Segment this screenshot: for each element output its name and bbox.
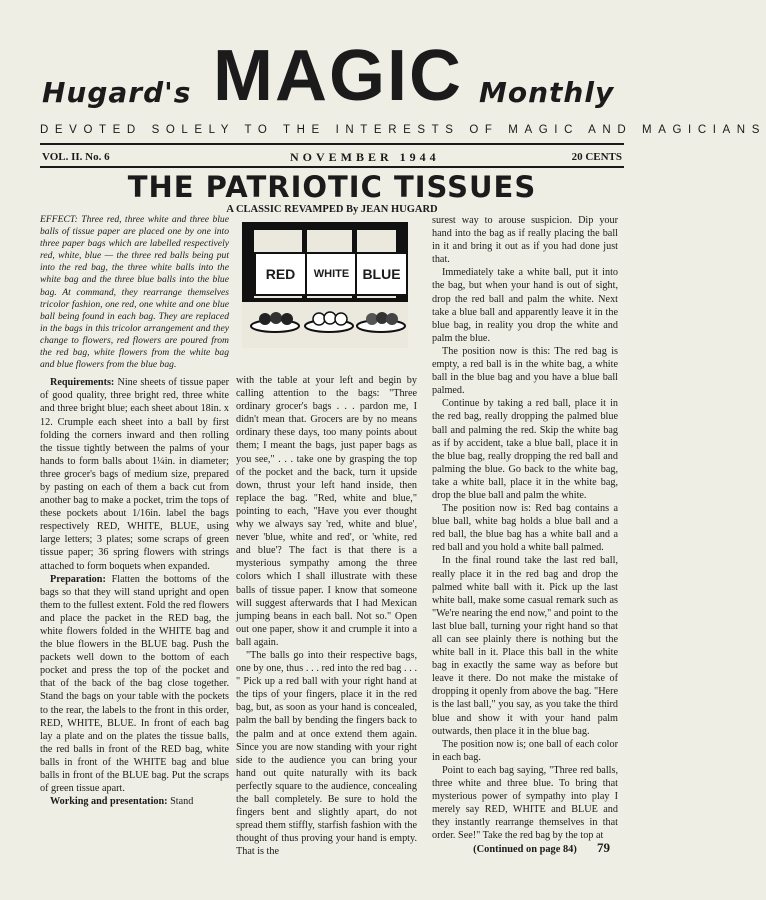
requirements-paragraph — [40, 376, 229, 572]
col2-paragraph-1: with the table at your left and begin by calling attention to the bags: "Three ordinary grocer's bags . . . pardon me, I didn't mean that. Grocers are by no means ordinary these days, too many points about them; I meant the bags, just paper bags as you see," . . . take one by grasping the top of the pocket and the back, turn it upside down, thrust your left hand inside, then replace the bag. "Red, white and blue," pointing to each, "Have you ever thought why we always say 'red, white and blue', never 'blue, white and red', or 'white, red and blue'? The fact is that there is a mysterious sympathy among the three colors which I shall illustrate with these balls of tissue paper. I know that someone will suggest afterwards that I had Mexican jumping beans in each ball. Not so." Open out one paper, show it and crumple it into a ball again. — [236, 375, 417, 648]
bag-label-white: WHITE — [305, 252, 358, 296]
col3-paragraph-6: In the final round take the last red ball, really place it in the red bag and drop the palmed white ball with it. Pick up the last white ball, make some casual remark such as "We're nearing the end now," and point to the last blue ball, turning your right hand so that all can see plainly there is nothing but the white ball in it. Place this ball in the white bag in exactly the same way as before but leave it there. Do not make the mistake of dropping it openly from above the bag. "Here is the last ball," you say, as you take the third blue and show it with your hand palm outwards, then place it in the blue bag. — [432, 555, 618, 737]
issue-line — [40, 150, 624, 166]
effect-paragraph: EFFECT: Three red, three white and three blue balls of tissue paper are placed one by one into three paper bags which are labelled respectively red, white, blue — the three red balls being put into the red bag, the three white balls into the white bag and the three blue balls into the blue bag. At command, they rearrange themselves tricolor fashion, one red, one white and one blue ball being found in each bag. They are replaced in the bags in this tricolor arrangement and they change to flowers, red flowers are poured from the red bag, white flowers from the white bag and blue flowers from the blue bag. — [40, 214, 229, 371]
bag-label-blue: BLUE — [355, 252, 408, 296]
col3-paragraph-1: surest way to arouse suspicion. Dip your hand into the bag as if really placing the ball in it and bring it out as if you had done just that. — [432, 215, 618, 266]
issue-date: NOVEMBER 1944 — [290, 150, 440, 164]
article-title: THE PATRIOTIC TISSUES — [127, 170, 537, 204]
continued-note: (Continued on page 84) — [473, 843, 577, 855]
masthead-magic: MAGIC — [213, 36, 463, 116]
col3-paragraph-5: The position now is: Red bag contains a blue ball, white bag holds a blue ball and a red ball, the blue bag has a white ball and a red ball and you hold a white ball palmed. — [432, 503, 618, 554]
masthead — [0, 36, 664, 120]
col3-paragraph-2: Immediately take a white ball, put it into the bag, but when your hand is out of sight, drop the red ball and palm the white. Next take a blue ball and apparently leave it in the blue bag, in reality you drop the white and palm the blue. — [432, 267, 618, 344]
col2-paragraph-2: "The balls go into their respective bags, one by one, thus . . . red into the red bag . . . " Pick up a red ball with your right hand at the tips of your fingers, place it in the red bag, but, as soon as your hand is concealed, palm the ball by bending the fingers back to the palm and at once extend them again. Since you are now standing with your right side to the audience you can bring your hand out quite naturally with its back perfectly square to the audience, concealing the ball completely. Be sure to hold the fingers bent and slightly apart, do not spread them stiffly, starfish fashion with the thought of thus proving your hand is empty. That is the — [236, 649, 417, 858]
page-number: 79 — [597, 840, 610, 855]
requirements-text: Nine sheets of tissue paper of good quality, three bright red, three white and three bright blue; each sheet about 18in. x 12. Crumple each sheet into a ball by first folding the corners inward and then rolling the tissue tightly between the palms of your hands to form balls about 1¼in. in diameter; three grocer's bags of medium size, prepared by pasting on each of them a back cut from another bag to make a pocket, trim the tops of these pockets about 1/16in. label the bags respectively RED, WHITE, BLUE, using large letters; 3 plates; some scraps of green tissue paper; 36 spring flowers with strings attached to form boquets when expanded. — [40, 377, 230, 572]
masthead-subtitle: DEVOTED SOLELY TO THE INTERESTS OF MAGIC AND MAGICIANS — [40, 124, 766, 136]
preparation-lead: Preparation: — [50, 573, 106, 585]
bag-label-red: RED — [254, 252, 307, 296]
masthead-hugards: Hugard's — [42, 76, 192, 109]
rule-top — [40, 143, 624, 145]
column-1 — [40, 214, 229, 808]
preparation-paragraph — [40, 573, 229, 796]
rule-bottom — [40, 166, 624, 168]
preparation-text: Flatten the bottoms of the bags so that they will stand upright and open them to the fullest extent. Fold the red flowers and place the packet in the RED bag, the white flowers folded in the WHITE bag and the blue flowers in the BLUE bag. Push the packets well down to the bottom of each pocket and press the top of the pocket and that of the back of the bag close together. Stand the bags on your table with the pockets to the rear, the labels to the front in this order, RED, WHITE, BLUE. In front of each bag lay a plate and on the plates the tissue balls, the red balls in front of the RED bag, white balls in front of the WHITE bag and blue balls in front of the BLUE bag. Put the scraps of green tissue apart. — [40, 573, 229, 795]
col3-paragraph-3: The position now is this: The red bag is empty, a red ball is in the white bag, a white ball in the blue bag and you have a blue ball palmed. — [432, 345, 618, 397]
col3-paragraph-7: The position now is; one ball of each color in each bag. — [432, 738, 618, 763]
article-byline: A CLASSIC REVAMPED By JEAN HUGARD — [226, 204, 438, 215]
requirements-lead: Requirements: — [50, 377, 115, 389]
col3-paragraph-4: Continue by taking a red ball, place it in the red bag, really dropping the palmed blue ball and palming the red. Skip the white bag as if by accident, take a blue ball, place it in the blue bag, really dropping the red ball and palming the blue. Go back to the white bag, take a white ball, place it in the white bag, drop the blue ball and palm the white. — [432, 398, 618, 501]
issue-price: 20 CENTS — [571, 151, 622, 163]
col3-paragraph-8: Point to each bag saying, "Three red balls, three white and three blue. To bring that mysterious power of sympathy into play I merely say RED, WHITE and BLUE and they instantly rearrange themselves in that order. See!" Take the red bag by the top at — [432, 764, 618, 842]
volume-number: VOL. II. No. 6 — [42, 151, 110, 163]
column-2 — [236, 374, 417, 858]
masthead-monthly: Monthly — [479, 76, 615, 109]
working-text: Stand — [170, 796, 194, 808]
working-paragraph — [40, 795, 229, 808]
bags-illustration — [242, 222, 408, 348]
column-3 — [432, 214, 618, 856]
working-lead: Working and presentation: — [50, 796, 168, 808]
